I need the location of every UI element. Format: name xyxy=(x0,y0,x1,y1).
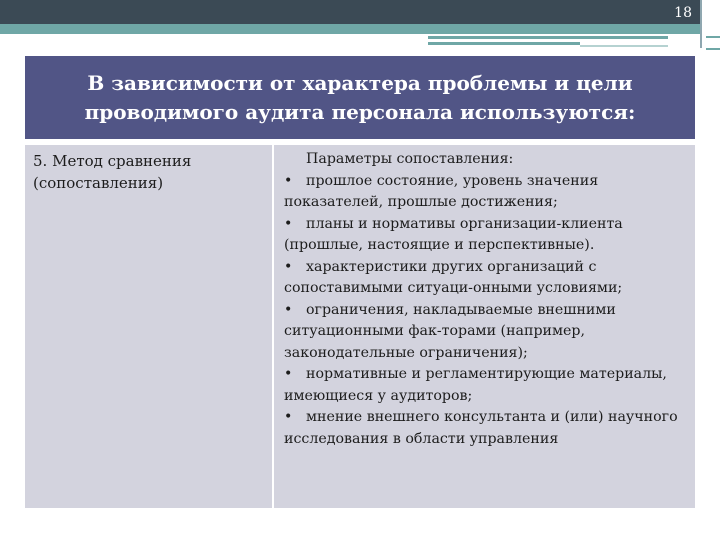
bullet-icon: • xyxy=(284,301,293,318)
list-item-text: планы и нормативы организации-клиента (прошлые, настоящие и перспективные). xyxy=(284,215,623,253)
header-title: В зависимости от характера проблемы и цели проводимого аудита персонала используются: xyxy=(84,70,636,124)
bullet-icon: • xyxy=(284,172,293,189)
table-header xyxy=(25,56,695,142)
list-item xyxy=(284,300,689,365)
table-row xyxy=(25,145,695,508)
list-item xyxy=(284,364,689,407)
parameters-cell xyxy=(276,145,695,508)
list-item-text: характеристики других организаций с сопоставимыми ситуаци-онными условиями; xyxy=(284,258,623,296)
list-item xyxy=(284,214,689,257)
list-item-text: нормативные и регламентирующие материалы, имеющиеся у аудиторов; xyxy=(284,366,667,404)
list-item-text: мнение внешнего консультанта и (или) научного исследования в области управления xyxy=(284,409,678,447)
parameters-intro: Параметры сопоставления: xyxy=(306,151,514,167)
slide-number: 18 xyxy=(674,5,692,21)
list-item xyxy=(284,257,689,300)
corner-decor-lines xyxy=(706,36,720,50)
bullet-icon: • xyxy=(284,258,293,275)
method-cell: 5. Метод сравнения (сопоставления) xyxy=(25,145,274,508)
content-table xyxy=(25,56,695,508)
bullet-icon: • xyxy=(284,409,293,425)
decor-line xyxy=(428,42,580,45)
teal-decor-band xyxy=(0,24,700,34)
decor-line xyxy=(580,45,668,47)
list-item xyxy=(284,407,689,450)
list-item xyxy=(284,171,689,214)
list-item-text: ограничения, накладываемые внешними ситуационными фак-торами (например, законодательные ограничения); xyxy=(284,301,616,361)
list-item-text: прошлое состояние, уровень значения показателей, прошлые достижения; xyxy=(284,172,599,210)
bullet-icon: • xyxy=(284,215,293,232)
decor-line xyxy=(428,36,668,39)
bullet-icon: • xyxy=(284,366,293,382)
top-decor-band xyxy=(0,0,700,24)
